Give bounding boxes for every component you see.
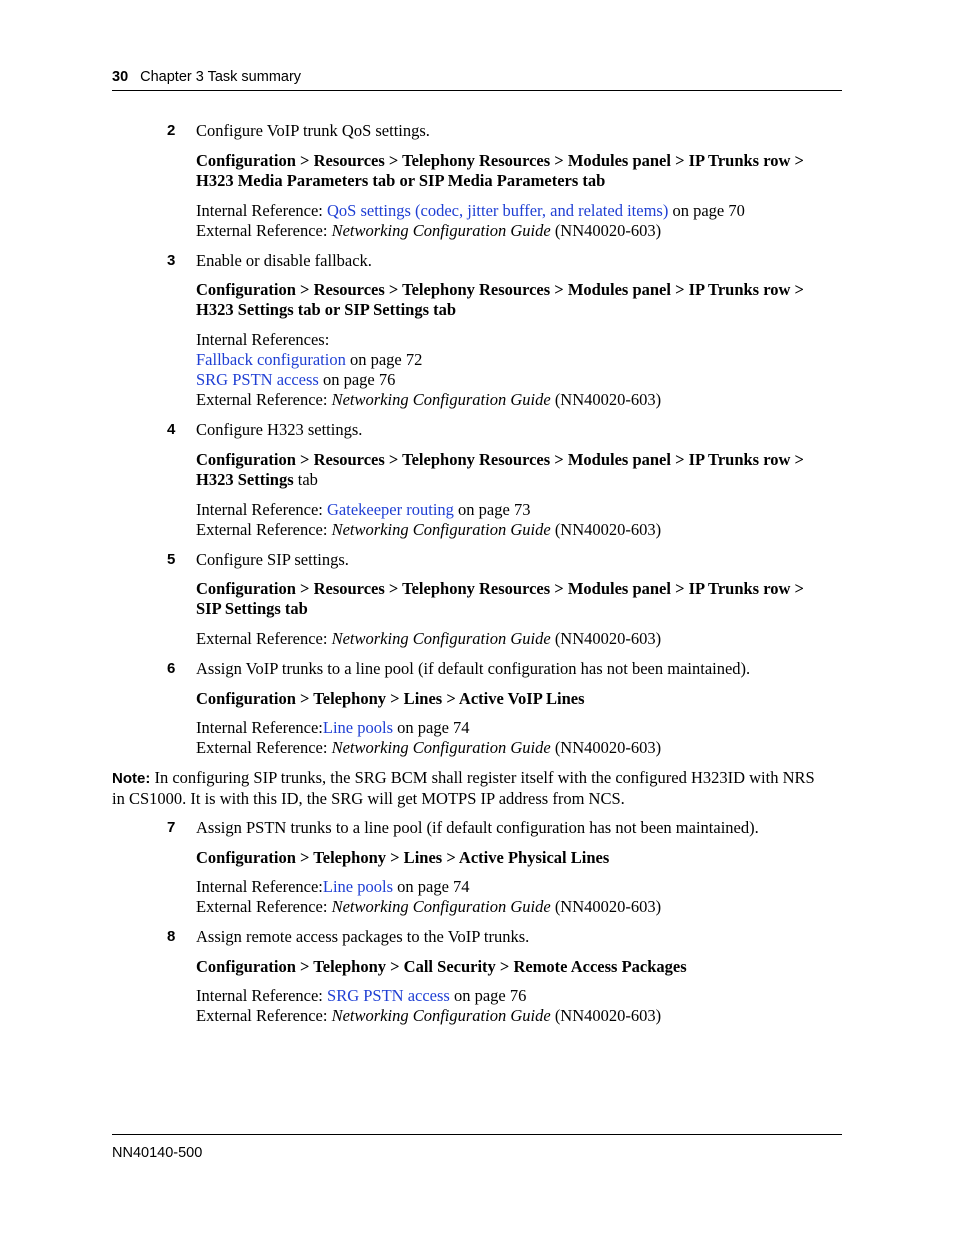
step-number: 8 bbox=[167, 928, 176, 945]
menu-path-line: SIP Settings tab bbox=[196, 599, 308, 618]
page-header bbox=[112, 68, 301, 86]
step-number: 7 bbox=[167, 819, 176, 836]
menu-path bbox=[196, 450, 846, 490]
step-text: Assign PSTN trunks to a line pool (if default configuration has not been maintained). bbox=[196, 818, 759, 837]
note-label: Note: bbox=[112, 770, 151, 787]
references bbox=[196, 201, 846, 241]
external-reference: External Reference: Networking Configuration Guide (NN40020-603) bbox=[196, 629, 662, 648]
menu-path bbox=[196, 689, 846, 709]
references bbox=[196, 718, 846, 758]
menu-path-line: Configuration > Telephony > Lines > Active Physical Lines bbox=[196, 848, 610, 867]
internal-reference: SRG PSTN access on page 76 bbox=[196, 370, 396, 389]
internal-reference: Internal Reference: Gatekeeper routing on page 73 bbox=[196, 500, 531, 519]
note bbox=[112, 768, 847, 809]
step-number: 4 bbox=[167, 421, 176, 438]
menu-path-line: Configuration > Resources > Telephony Resources > Modules panel > IP Trunks row > bbox=[196, 450, 804, 469]
references bbox=[196, 629, 846, 649]
reference-link[interactable]: QoS settings (codec, jitter buffer, and related items) bbox=[327, 201, 669, 220]
reference-link[interactable]: SRG PSTN access bbox=[196, 370, 319, 389]
reference-link[interactable]: Line pools bbox=[322, 718, 394, 737]
chapter-title: Chapter 3 Task summary bbox=[140, 69, 302, 85]
menu-path bbox=[196, 151, 846, 191]
menu-path-line: Configuration > Telephony > Call Security > Remote Access Packages bbox=[196, 957, 687, 976]
step-number: 3 bbox=[167, 252, 176, 269]
reference-link[interactable]: Fallback configuration bbox=[196, 350, 346, 369]
internal-references-heading: Internal References: bbox=[196, 330, 330, 349]
menu-path bbox=[196, 579, 846, 619]
menu-path-line: H323 Settings tab or SIP Settings tab bbox=[196, 300, 457, 319]
external-reference: External Reference: Networking Configuration Guide (NN40020-603) bbox=[196, 221, 662, 240]
external-reference: External Reference: Networking Configuration Guide (NN40020-603) bbox=[196, 1006, 662, 1025]
step-text: Configure H323 settings. bbox=[196, 420, 363, 439]
reference-link[interactable]: SRG PSTN access bbox=[327, 986, 450, 1005]
step-number: 5 bbox=[167, 551, 176, 568]
step-text: Assign remote access packages to the VoIP trunks. bbox=[196, 927, 530, 946]
references bbox=[196, 330, 846, 410]
references bbox=[196, 500, 846, 540]
internal-reference: Fallback configuration on page 72 bbox=[196, 350, 423, 369]
external-reference: External Reference: Networking Configuration Guide (NN40020-603) bbox=[196, 390, 662, 409]
menu-path-line: Configuration > Telephony > Lines > Active VoIP Lines bbox=[196, 689, 585, 708]
internal-reference: Internal Reference:Line pools on page 74 bbox=[196, 877, 470, 896]
menu-path-line: Configuration > Resources > Telephony Resources > Modules panel > IP Trunks row > bbox=[196, 579, 804, 598]
document-number: NN40140-500 bbox=[112, 1145, 203, 1161]
external-reference: External Reference: Networking Configuration Guide (NN40020-603) bbox=[196, 897, 662, 916]
page-number: 30 bbox=[112, 69, 129, 85]
internal-reference: Internal Reference: QoS settings (codec, jitter buffer, and related items) on page 70 bbox=[196, 201, 745, 220]
menu-path bbox=[196, 848, 846, 868]
references bbox=[196, 986, 846, 1026]
header-divider bbox=[112, 90, 842, 91]
menu-path-line: Configuration > Resources > Telephony Resources > Modules panel > IP Trunks row > bbox=[196, 151, 804, 170]
step-number: 6 bbox=[167, 660, 176, 677]
menu-path bbox=[196, 957, 846, 977]
step-text: Configure SIP settings. bbox=[196, 550, 349, 569]
footer-divider bbox=[112, 1134, 842, 1135]
internal-reference: Internal Reference:Line pools on page 74 bbox=[196, 718, 470, 737]
reference-link[interactable]: Gatekeeper routing bbox=[327, 500, 454, 519]
step-text: Configure VoIP trunk QoS settings. bbox=[196, 121, 430, 140]
reference-link[interactable]: Line pools bbox=[322, 877, 394, 896]
internal-reference: Internal Reference: SRG PSTN access on page 76 bbox=[196, 986, 527, 1005]
step-text: Enable or disable fallback. bbox=[196, 251, 372, 270]
menu-path-line: H323 Media Parameters tab or SIP Media Parameters tab bbox=[196, 171, 606, 190]
menu-path-line: H323 Settings tab bbox=[196, 470, 318, 489]
note-text: In configuring SIP trunks, the SRG BCM shall register itself with the configured H323ID with NRS bbox=[150, 768, 815, 787]
step-number: 2 bbox=[167, 122, 176, 139]
menu-path-line: Configuration > Resources > Telephony Resources > Modules panel > IP Trunks row > bbox=[196, 280, 804, 299]
note-text: in CS1000. It is with this ID, the SRG will get MOTPS IP address from NCS. bbox=[112, 789, 625, 808]
step-text: Assign VoIP trunks to a line pool (if default configuration has not been maintained). bbox=[196, 659, 751, 678]
menu-path bbox=[196, 280, 846, 320]
external-reference: External Reference: Networking Configuration Guide (NN40020-603) bbox=[196, 738, 662, 757]
references bbox=[196, 877, 846, 917]
external-reference: External Reference: Networking Configuration Guide (NN40020-603) bbox=[196, 520, 662, 539]
